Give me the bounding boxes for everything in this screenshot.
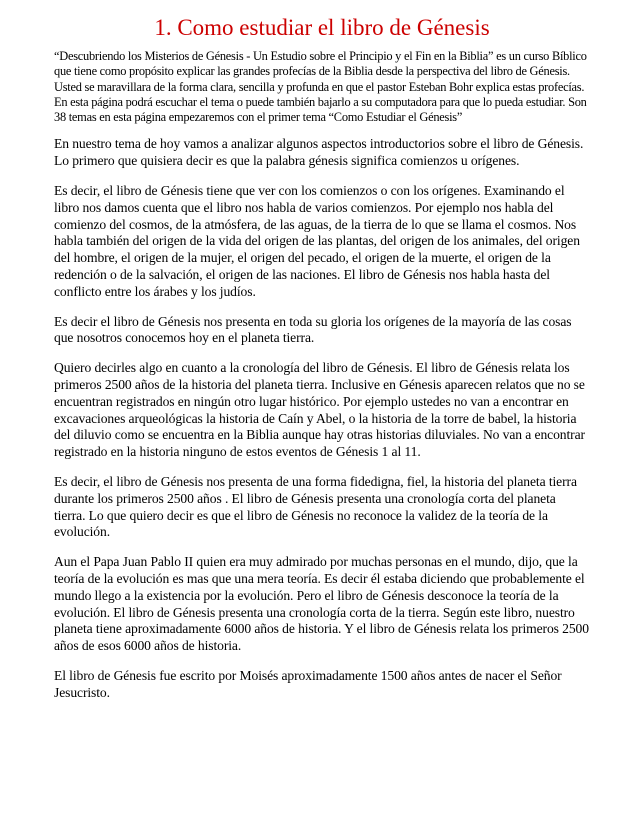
paragraph-4: Quiero decirles algo en cuanto a la cronología del libro de Génesis. El libro de Génesis relata los primeros 2500 años de la historia del planeta tierra. Inclusive en Génesis aparecen relatos que no se encuentran registrados en ningún otro lugar histórico. Por ejemplo ustedes no van a encontrar en excavaciones arqueológicas la historia de Caín y Abel, o la historia de la torre de babel, la historia del diluvio como se encuentra en la Biblia aunque hay otras historias diluviales. No van a encontrar registrado en la historia ninguno de estos eventos de Génesis 1 al 11. xyxy=(54,360,585,460)
paragraph-3: Es decir el libro de Génesis nos presenta en toda su gloria los orígenes de la mayoría de las cosas que nosotros conocemos hoy en el planeta tierra. xyxy=(54,313,572,346)
paragraph-2: Es decir, el libro de Génesis tiene que ver con los comienzos o con los orígenes. Examinando el libro nos damos cuenta que el libro nos habla de varios comienzos. Por ejemplo nos habla del comienzo del cosmos, de la atmósfera, de las aguas, de la tierra de lo que se llama el cosmos. Nos habla también del origen de la vida del origen de las plantas, del origen de los animales, del origen del hombre, el origen de la mujer, el origen del pecado, el origen de la muerte, el origen de la redención o de la salvación, el origen de las naciones. El libro de Génesis nos habla hasta del conflicto entre los árabes y los judíos. xyxy=(54,183,580,299)
paragraph-5: Es decir, el libro de Génesis nos presenta de una forma fidedigna, fiel, la historia del planeta tierra durante los primeros 2500 años . El libro de Génesis presenta una cronología corta del planeta tierra. Lo que quiero decir es que el libro de Génesis no reconoce la validez de la teoría de la evolución. xyxy=(54,474,577,540)
page-title: 1. Como estudiar el libro de Génesis xyxy=(154,15,490,40)
paragraph-7: El libro de Génesis fue escrito por Moisés aproximadamente 1500 años antes de nacer el Señor Jesucristo. xyxy=(54,668,562,700)
paragraph-6: Aun el Papa Juan Pablo II quien era muy admirado por muchas personas en el mundo, dijo, que la teoría de la evolución es mas que una mera teoría. Es decir él estaba diciendo que probablemente el mundo llego a la existencia por la evolución. Pero el libro de Génesis desconoce la teoría de la evolución. El libro de Génesis presenta una cronología corta de la tierra. Según este libro, nuestro planeta tiene aproximadamente 6000 años de historia. Y el libro de Génesis relata los primeros 2500 años de esos 6000 años de historia. xyxy=(54,554,589,654)
intro-paragraph: “Descubriendo los Misterios de Génesis - Un Estudio sobre el Principio y el Fin en la Biblia” es un curso Bíblico que tiene como propósito explicar las grandes profecías de la Biblia desde la perspectiva del libro de Génesis. Usted se maravillara de la forma clara, sencilla y profunda en que el pastor Esteban Bohr explica estas profecías. En esta página podrá escuchar el tema o puede también bajarlo a su computadora para que lo pueda estudiar. Son 38 temas en esta página empezaremos con el primer tema “Como Estudiar el Génesis” xyxy=(54,49,587,125)
paragraph-1: En nuestro tema de hoy vamos a analizar algunos aspectos introductorios sobre el libro de Génesis. Lo primero que quisiera decir es que la palabra génesis significa comienzos u orígenes. xyxy=(54,136,584,169)
body-text xyxy=(54,136,590,701)
